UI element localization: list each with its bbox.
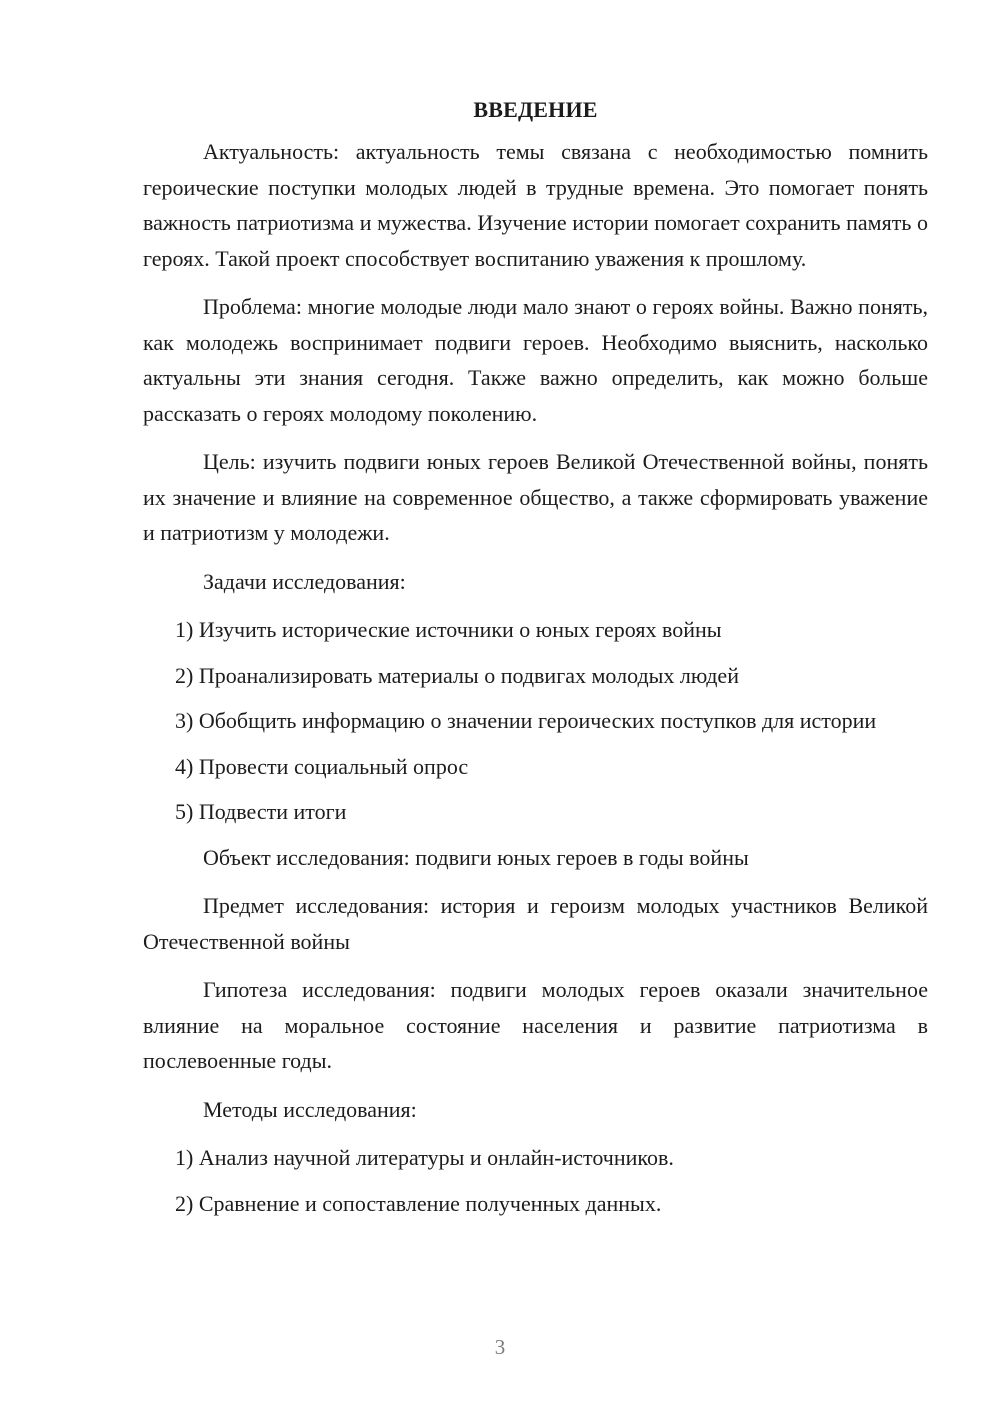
- subject-paragraph: Предмет исследования: история и героизм молодых участников Великой Отечественной войны: [143, 893, 928, 954]
- goal-paragraph: Цель: изучить подвиги юных героев Великой Отечественной войны, понять их значение и влияние на современное общество, а также сформировать уважение и патриотизм у молодежи.: [143, 449, 928, 545]
- page-title: ВВЕДЕНИЕ: [473, 97, 598, 122]
- task-item: 4) Провести социальный опрос: [175, 753, 469, 779]
- task-item: 1) Изучить исторические источники о юных героях войны: [175, 617, 722, 642]
- problem-paragraph: Проблема: многие молодые люди мало знают о героях войны. Важно понять, как молодежь воспринимает подвиги героев. Необходимо выяснить, насколько актуальны эти знания сегодня. Также важно определить, как можно больше рассказать о героях молодому поколению.: [143, 294, 928, 426]
- object-paragraph: Объект исследования: подвиги юных героев в годы войны: [203, 844, 749, 870]
- task-item: 2) Проанализировать материалы о подвигах молодых людей: [175, 662, 739, 688]
- tasks-heading: Задачи исследования:: [203, 568, 406, 594]
- method-item: 2) Сравнение и сопоставление полученных данных.: [175, 1190, 662, 1216]
- relevance-paragraph: Актуальность: актуальность темы связана с необходимостью помнить героические поступки молодых людей в трудные времена. Это помогает понять важность патриотизма и мужества. Изучение истории помогает сохранить память о героях. Такой проект способствует воспитанию уважения к прошлому.: [143, 139, 928, 271]
- page-number: 3: [494, 1335, 506, 1359]
- method-item: 1) Анализ научной литературы и онлайн-источников.: [175, 1145, 674, 1170]
- page-content: [143, 92, 928, 1221]
- methods-heading: Методы исследования:: [203, 1096, 417, 1122]
- task-item: 5) Подвести итоги: [175, 799, 347, 824]
- task-item: 3) Обобщить информацию о значении героических поступков для истории: [175, 708, 877, 733]
- hypothesis-paragraph: Гипотеза исследования: подвиги молодых героев оказали значительное влияние на моральное состояние населения и развитие патриотизма в послевоенные годы.: [143, 977, 928, 1073]
